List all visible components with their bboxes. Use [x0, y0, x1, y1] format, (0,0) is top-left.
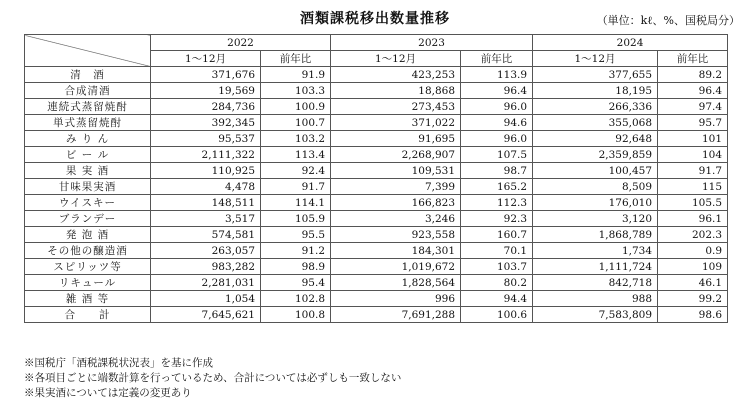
footnotes	[24, 356, 401, 401]
category-name: スピリッツ等	[25, 259, 151, 275]
ratio-cell: 103.2	[261, 131, 331, 147]
ratio-cell: 105.9	[261, 211, 331, 227]
volume-cell: 2,281,031	[151, 275, 261, 291]
volume-cell: 355,068	[533, 115, 658, 131]
ratio-cell: 98.7	[461, 163, 533, 179]
ratio-cell: 98.6	[658, 307, 728, 323]
ratio-cell: 160.7	[461, 227, 533, 243]
ratio-cell: 96.1	[658, 211, 728, 227]
volume-cell: 92,648	[533, 131, 658, 147]
volume-cell: 284,736	[151, 99, 261, 115]
ratio-cell: 95.7	[658, 115, 728, 131]
year-header: 2023	[331, 35, 533, 51]
ratio-cell: 202.3	[658, 227, 728, 243]
volume-cell: 983,282	[151, 259, 261, 275]
volume-cell: 574,581	[151, 227, 261, 243]
ratio-cell: 112.3	[461, 195, 533, 211]
liquor-volume-table	[24, 34, 728, 323]
volume-cell: 996	[331, 291, 461, 307]
volume-cell: 2,268,907	[331, 147, 461, 163]
ratio-cell: 80.2	[461, 275, 533, 291]
volume-cell: 371,022	[331, 115, 461, 131]
category-name: 清 酒	[25, 67, 151, 83]
volume-cell: 4,478	[151, 179, 261, 195]
volume-cell: 148,511	[151, 195, 261, 211]
period-header: 1〜12月	[151, 51, 261, 67]
volume-cell: 7,691,288	[331, 307, 461, 323]
ratio-cell: 113.4	[261, 147, 331, 163]
category-name: リキュール	[25, 275, 151, 291]
volume-cell: 8,509	[533, 179, 658, 195]
ratio-cell: 114.1	[261, 195, 331, 211]
ratio-cell: 91.7	[261, 179, 331, 195]
ratio-cell: 95.5	[261, 227, 331, 243]
category-name: 合 計	[25, 307, 151, 323]
ratio-cell: 100.7	[261, 115, 331, 131]
category-name: 甘味果実酒	[25, 179, 151, 195]
table-row	[25, 99, 728, 115]
volume-cell: 377,655	[533, 67, 658, 83]
ratio-header: 前年比	[261, 51, 331, 67]
volume-cell: 263,057	[151, 243, 261, 259]
ratio-cell: 91.9	[261, 67, 331, 83]
ratio-cell: 96.0	[461, 99, 533, 115]
volume-cell: 1,868,789	[533, 227, 658, 243]
ratio-cell: 96.4	[658, 83, 728, 99]
table-body	[25, 67, 728, 323]
ratio-cell: 100.6	[461, 307, 533, 323]
ratio-cell: 103.7	[461, 259, 533, 275]
table-row	[25, 227, 728, 243]
table-row	[25, 179, 728, 195]
ratio-cell: 92.4	[261, 163, 331, 179]
volume-cell: 7,583,809	[533, 307, 658, 323]
ratio-header: 前年比	[658, 51, 728, 67]
ratio-cell: 105.5	[658, 195, 728, 211]
ratio-cell: 109	[658, 259, 728, 275]
category-name: み り ん	[25, 131, 151, 147]
volume-cell: 1,054	[151, 291, 261, 307]
volume-cell: 18,868	[331, 83, 461, 99]
ratio-cell: 91.2	[261, 243, 331, 259]
ratio-cell: 113.9	[461, 67, 533, 83]
ratio-cell: 101	[658, 131, 728, 147]
table-row	[25, 163, 728, 179]
category-name: ウイスキー	[25, 195, 151, 211]
ratio-cell: 94.4	[461, 291, 533, 307]
volume-cell: 18,195	[533, 83, 658, 99]
category-name: ビ ー ル	[25, 147, 151, 163]
volume-cell: 371,676	[151, 67, 261, 83]
corner-cell	[25, 35, 151, 67]
volume-cell: 3,120	[533, 211, 658, 227]
footnote: ※国税庁「酒税課税状況表」を基に作成	[24, 357, 213, 369]
volume-cell: 176,010	[533, 195, 658, 211]
category-name: ブランデー	[25, 211, 151, 227]
ratio-cell: 94.6	[461, 115, 533, 131]
ratio-cell: 102.8	[261, 291, 331, 307]
volume-cell: 392,345	[151, 115, 261, 131]
volume-cell: 1,828,564	[331, 275, 461, 291]
volume-cell: 109,531	[331, 163, 461, 179]
volume-cell: 1,734	[533, 243, 658, 259]
table-row	[25, 115, 728, 131]
ratio-cell: 97.4	[658, 99, 728, 115]
ratio-cell: 96.4	[461, 83, 533, 99]
ratio-cell: 89.2	[658, 67, 728, 83]
category-name: 果 実 酒	[25, 163, 151, 179]
total-row	[25, 307, 728, 323]
volume-cell: 273,453	[331, 99, 461, 115]
table-row	[25, 243, 728, 259]
ratio-cell: 0.9	[658, 243, 728, 259]
volume-cell: 3,517	[151, 211, 261, 227]
category-name: 発 泡 酒	[25, 227, 151, 243]
ratio-cell: 92.3	[461, 211, 533, 227]
volume-cell: 266,336	[533, 99, 658, 115]
ratio-cell: 104	[658, 147, 728, 163]
category-name: 連続式蒸留焼酎	[25, 99, 151, 115]
ratio-cell: 115	[658, 179, 728, 195]
year-header: 2024	[533, 35, 728, 51]
volume-cell: 7,399	[331, 179, 461, 195]
table-row	[25, 67, 728, 83]
volume-cell: 95,537	[151, 131, 261, 147]
volume-cell: 100,457	[533, 163, 658, 179]
category-name: 単式蒸留焼酎	[25, 115, 151, 131]
ratio-cell: 70.1	[461, 243, 533, 259]
volume-cell: 988	[533, 291, 658, 307]
ratio-cell: 103.3	[261, 83, 331, 99]
ratio-cell: 100.9	[261, 99, 331, 115]
volume-cell: 1,111,724	[533, 259, 658, 275]
volume-cell: 19,569	[151, 83, 261, 99]
ratio-cell: 96.0	[461, 131, 533, 147]
volume-cell: 2,111,322	[151, 147, 261, 163]
period-header: 1〜12月	[533, 51, 658, 67]
volume-cell: 2,359,859	[533, 147, 658, 163]
category-name: その他の醸造酒	[25, 243, 151, 259]
ratio-cell: 95.4	[261, 275, 331, 291]
period-header: 1〜12月	[331, 51, 461, 67]
volume-cell: 7,645,621	[151, 307, 261, 323]
volume-cell: 110,925	[151, 163, 261, 179]
year-header-row	[25, 35, 728, 51]
ratio-cell: 91.7	[658, 163, 728, 179]
volume-cell: 3,246	[331, 211, 461, 227]
year-header: 2022	[151, 35, 331, 51]
category-name: 雑 酒 等	[25, 291, 151, 307]
volume-cell: 842,718	[533, 275, 658, 291]
volume-cell: 91,695	[331, 131, 461, 147]
table-row	[25, 259, 728, 275]
table-row	[25, 211, 728, 227]
volume-cell: 166,823	[331, 195, 461, 211]
table-title: 酒類課税移出数量推移	[300, 11, 450, 27]
table-row	[25, 275, 728, 291]
table-row	[25, 83, 728, 99]
volume-cell: 184,301	[331, 243, 461, 259]
volume-cell: 423,253	[331, 67, 461, 83]
ratio-cell: 165.2	[461, 179, 533, 195]
ratio-cell: 98.9	[261, 259, 331, 275]
category-name: 合成清酒	[25, 83, 151, 99]
footnote: ※果実酒については定義の変更あり	[24, 387, 192, 399]
unit-note: （単位：kℓ、%、国税局分）	[596, 14, 740, 27]
volume-cell: 923,558	[331, 227, 461, 243]
volume-cell: 1,019,672	[331, 259, 461, 275]
ratio-header: 前年比	[461, 51, 533, 67]
table-row	[25, 291, 728, 307]
table-row	[25, 195, 728, 211]
ratio-cell: 100.8	[261, 307, 331, 323]
ratio-cell: 99.2	[658, 291, 728, 307]
ratio-cell: 107.5	[461, 147, 533, 163]
ratio-cell: 46.1	[658, 275, 728, 291]
footnote: ※各項目ごとに端数計算を行っているため、合計については必ずしも一致しない	[24, 372, 402, 384]
table-row	[25, 131, 728, 147]
table-row	[25, 147, 728, 163]
